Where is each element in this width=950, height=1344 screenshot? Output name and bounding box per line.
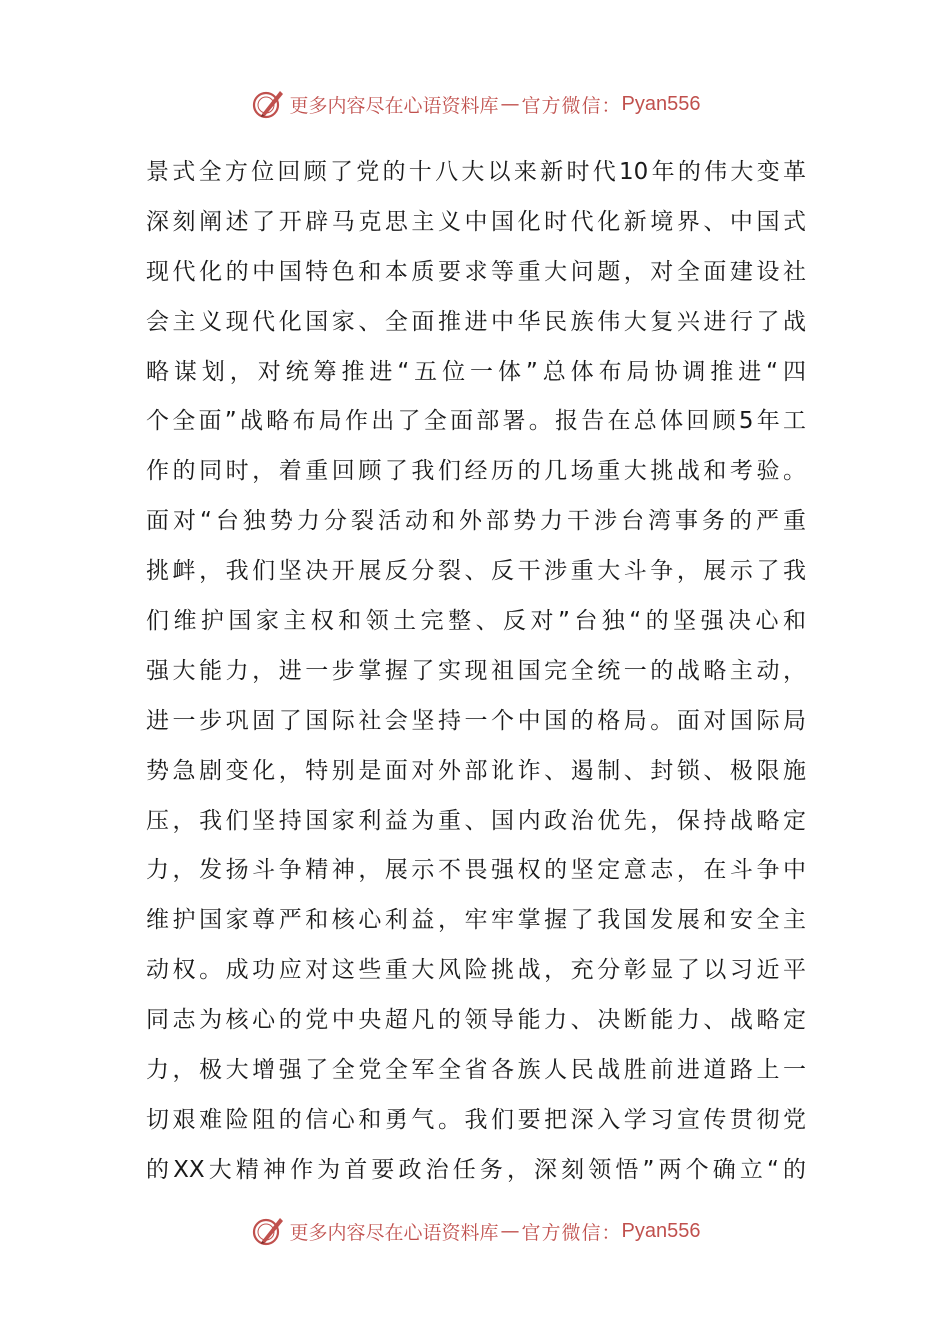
text-line: 势急剧变化，特别是面对外部讹诈、遏制、封锁、极限施 — [146, 757, 806, 784]
text-line: 深刻阐述了开辟马克思主义中国化时代化新境界、中国式 — [146, 208, 806, 235]
banner-wechat-id: Pyan556 — [621, 92, 701, 115]
header-watermark — [0, 84, 950, 124]
text-line: 压，我们坚持国家利益为重、国内政治优先，保持战略定 — [146, 807, 806, 834]
text-line: 作的同时，着重回顾了我们经历的几场重大挑战和考验。 — [146, 458, 806, 485]
text-line: 景式全方位回顾了党的十八大以来新时代10年的伟大变革 — [146, 159, 806, 185]
text-line: 会主义现代化国家、全面推进中华民族伟大复兴进行了战 — [146, 308, 806, 335]
pen-logo-icon — [250, 86, 286, 122]
banner-separator: — — [500, 93, 520, 115]
banner-main-text: 更多内容尽在心语资料库 — [289, 1221, 499, 1244]
text-line: 现代化的中国特色和本质要求等重大问题，对全面建设社 — [146, 258, 806, 285]
text-line: 略谋划，对统筹推进“五位一体”总体布局协调推进“四 — [146, 358, 806, 385]
text-line: 力，极大增强了全党全军全省各族人民战胜前进道路上一 — [146, 1057, 806, 1084]
text-line: 强大能力，进一步掌握了实现祖国完全统一的战略主动， — [146, 657, 806, 684]
text-line: 动权。成功应对这些重大风险挑战，充分彰显了以习近平 — [146, 957, 806, 984]
text-line: 切艰难险阻的信心和勇气。我们要把深入学习宣传贯彻党 — [146, 1106, 806, 1133]
document-body — [146, 148, 806, 1196]
banner-separator: — — [500, 1220, 520, 1242]
text-line: 进一步巩固了国际社会坚持一个中国的格局。面对国际局 — [146, 707, 806, 734]
text-line: 们维护国家主权和领土完整、反对”台独“的坚强决心和 — [146, 608, 806, 635]
text-line: 的XX大精神作为首要政治任务，深刻领悟”两个确立“的 — [146, 1156, 806, 1183]
banner-wechat-label: 官方微信： — [521, 94, 622, 117]
text-line: 力，发扬斗争精神，展示不畏强权的坚定意志，在斗争中 — [146, 857, 806, 884]
text-line: 面对“台独势力分裂活动和外部势力干涉台湾事务的严重 — [146, 508, 806, 535]
text-line: 维护国家尊严和核心利益，牢牢掌握了我国发展和安全主 — [146, 907, 806, 934]
footer-watermark — [0, 1211, 950, 1251]
text-line: 同志为核心的党中央超凡的领导能力、决断能力、战略定 — [146, 1007, 806, 1034]
text-line: 个全面”战略布局作出了全面部署。报告在总体回顾5年工 — [146, 408, 806, 435]
pen-logo-icon — [250, 1213, 286, 1249]
banner-main-text: 更多内容尽在心语资料库 — [289, 94, 499, 117]
banner-wechat-label: 官方微信： — [521, 1221, 622, 1244]
banner-wechat-id: Pyan556 — [621, 1219, 701, 1242]
text-line: 挑衅，我们坚决开展反分裂、反干涉重大斗争，展示了我 — [146, 558, 806, 585]
